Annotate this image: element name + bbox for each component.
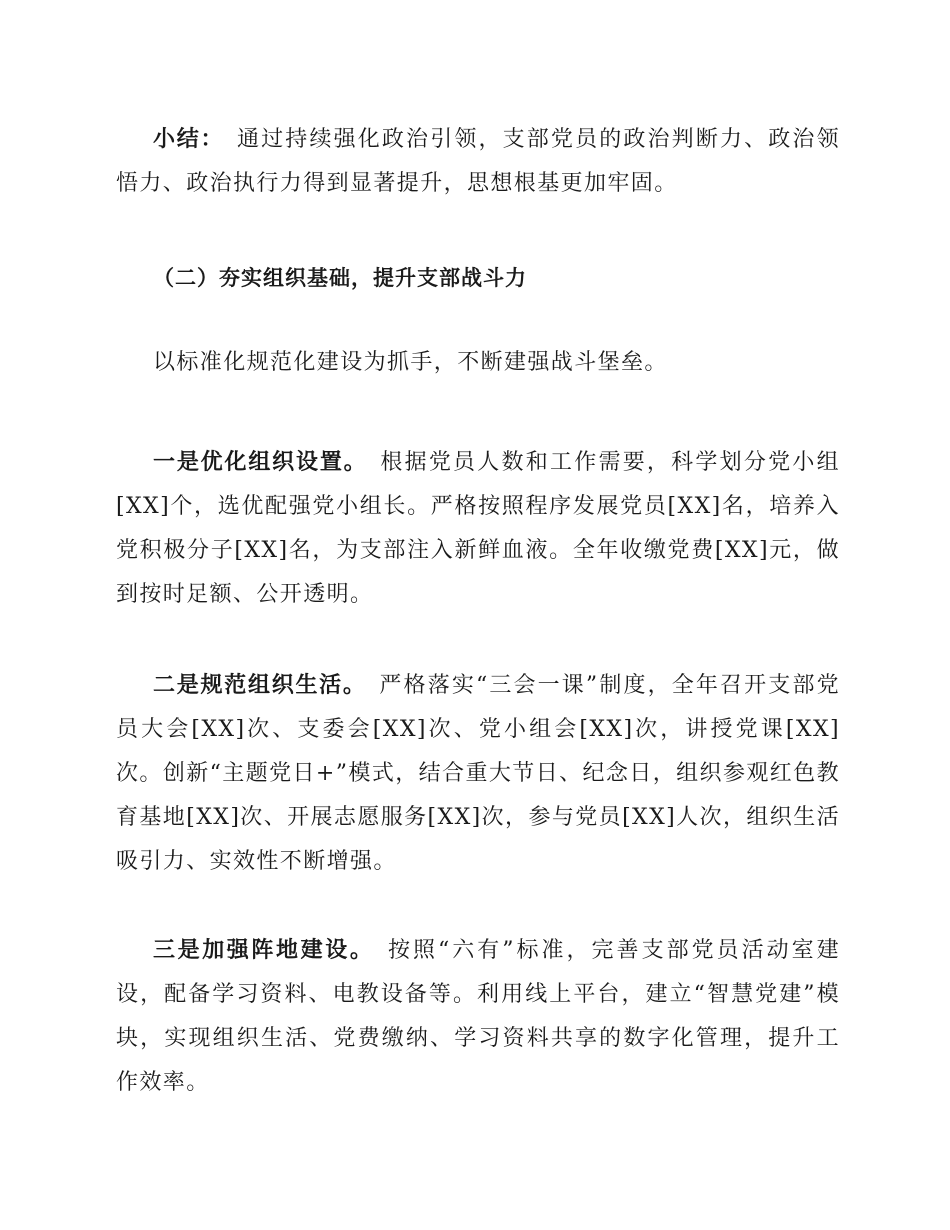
item-text-1: 根据党员人数和工作需要，科学划分党小组[XX]个，选优配强党小组长。严格按照程序发展党员[XX]名，培养入党积极分子[XX]名，为支部注入新鲜血液。全年收缴党费[XX]元，做到按时足额、公开透明。: [116, 450, 840, 607]
section-intro: 以标准化规范化建设为抓手，不断建强战斗堡垒。: [153, 350, 668, 375]
item-paragraph-1: [116, 441, 840, 617]
summary-lead: 小结：: [153, 127, 225, 152]
item-lead-3: 三是加强阵地建设。: [153, 938, 375, 963]
item-lead-2: 二是规范组织生活。: [153, 673, 367, 698]
item-text-2: 严格落实“三会一课”制度，全年召开支部党员大会[XX]次、支委会[XX]次、党小组会[XX]次，讲授党课[XX]次。创新“主题党日+”模式，结合重大节日、纪念日，组织参观红色教育基地[XX]次、开展志愿服务[XX]次，参与党员[XX]人次，组织生活吸引力、实效性不断增强。: [116, 673, 840, 874]
item-text-3: 按照“六有”标准，完善支部党员活动室建设，配备学习资料、电教设备等。利用线上平台，建立“智慧党建”模块，实现组织生活、党费缴纳、学习资料共享的数字化管理，提升工作效率。: [116, 938, 840, 1095]
item-paragraph-2: [116, 664, 840, 884]
summary-paragraph: [116, 118, 840, 206]
item-lead-1: 一是优化组织设置。: [153, 450, 368, 475]
item-paragraph-3: [116, 929, 840, 1105]
section-heading: （二）夯实组织基础，提升支部战斗力: [153, 266, 527, 290]
summary-text: 通过持续强化政治引领，支部党员的政治判断力、政治领悟力、政治执行力得到显著提升，思想根基更加牢固。: [116, 127, 840, 196]
